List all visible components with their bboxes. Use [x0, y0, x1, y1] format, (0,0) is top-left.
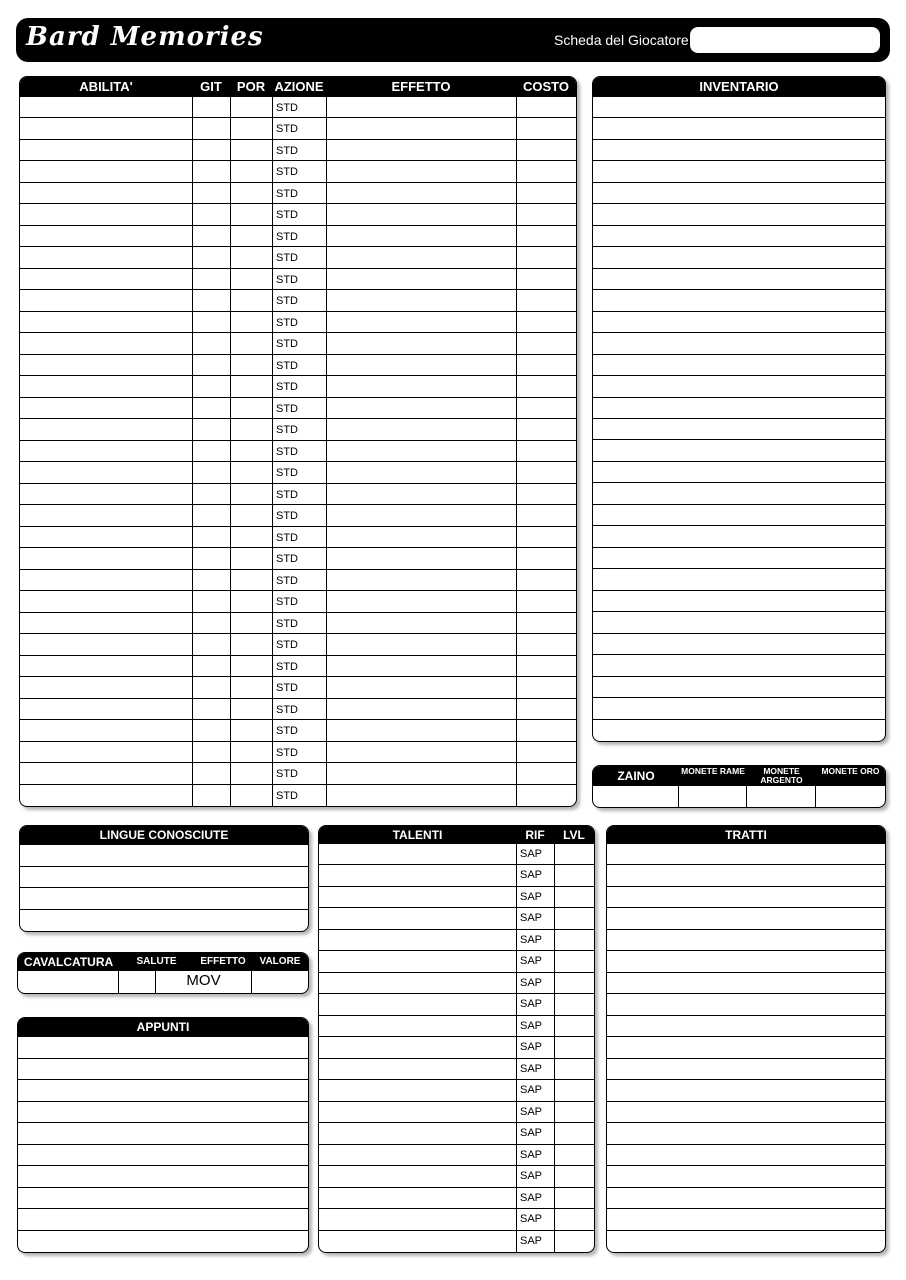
talent-ref-cell: SAP — [520, 933, 543, 946]
trait-row[interactable] — [607, 1145, 885, 1166]
mount-mov-label: MOV — [186, 972, 221, 989]
trait-row[interactable] — [607, 994, 885, 1015]
notes-row[interactable] — [18, 1209, 308, 1231]
inventory-row[interactable] — [593, 483, 885, 504]
inventory-row[interactable] — [593, 440, 885, 461]
abilities-rows — [20, 97, 576, 806]
action-type-cell: STD — [276, 209, 298, 222]
header-azione: AZIONE — [274, 79, 324, 94]
ability-row[interactable] — [20, 97, 576, 118]
abilities-header — [20, 77, 576, 97]
notes-header — [18, 1018, 308, 1037]
ability-row[interactable] — [20, 419, 576, 440]
talent-ref-cell: SAP — [520, 955, 543, 968]
inventory-row[interactable] — [593, 634, 885, 655]
trait-row[interactable] — [607, 887, 885, 908]
ability-row[interactable] — [20, 505, 576, 526]
column-divider — [272, 97, 273, 806]
language-row[interactable] — [20, 845, 308, 867]
talent-row[interactable] — [319, 951, 594, 972]
action-type-cell: STD — [276, 467, 298, 480]
abilities-panel — [19, 76, 577, 807]
talent-ref-cell: SAP — [520, 1191, 543, 1204]
talent-ref-cell: SAP — [520, 890, 543, 903]
ability-row[interactable] — [20, 527, 576, 548]
zaino-label: ZAINO — [617, 769, 655, 783]
talents-rows — [319, 844, 594, 1252]
inventory-row[interactable] — [593, 419, 885, 440]
ability-row[interactable] — [20, 204, 576, 225]
inventory-row[interactable] — [593, 183, 885, 204]
column-divider — [326, 97, 327, 806]
talent-row[interactable] — [319, 1080, 594, 1101]
inventory-row[interactable] — [593, 97, 885, 118]
ability-row[interactable] — [20, 656, 576, 677]
talent-row[interactable] — [319, 1231, 594, 1252]
ability-row[interactable] — [20, 118, 576, 139]
mount-header — [18, 953, 308, 971]
inventory-row[interactable] — [593, 161, 885, 182]
talent-ref-cell: SAP — [520, 912, 543, 925]
effect-label: EFFETTO — [200, 956, 246, 967]
health-label: SALUTE — [136, 956, 177, 967]
inventory-row[interactable] — [593, 140, 885, 161]
action-type-cell: STD — [276, 682, 298, 695]
zaino-field[interactable] — [593, 786, 678, 807]
ability-row[interactable] — [20, 720, 576, 741]
copper-coins-label: MONETE RAME — [681, 766, 745, 776]
inventory-row[interactable] — [593, 526, 885, 547]
ability-row[interactable] — [20, 570, 576, 591]
action-type-cell: STD — [276, 166, 298, 179]
action-type-cell: STD — [276, 510, 298, 523]
inventory-row[interactable] — [593, 226, 885, 247]
notes-row[interactable] — [18, 1102, 308, 1124]
trait-row[interactable] — [607, 1123, 885, 1144]
bard-memories-logo: Bard Memories — [26, 22, 264, 52]
action-type-cell: STD — [276, 316, 298, 329]
action-type-cell: STD — [276, 596, 298, 609]
trait-row[interactable] — [607, 1231, 885, 1252]
talent-row[interactable] — [319, 908, 594, 929]
traits-header — [607, 826, 885, 844]
trait-row[interactable] — [607, 1188, 885, 1209]
ability-row[interactable] — [20, 140, 576, 161]
trait-row[interactable] — [607, 951, 885, 972]
talent-row[interactable] — [319, 1037, 594, 1058]
ability-row[interactable] — [20, 785, 576, 806]
header-effetto: EFFETTO — [391, 79, 451, 94]
inventory-row[interactable] — [593, 376, 885, 397]
talent-ref-cell: SAP — [520, 869, 543, 882]
trait-row[interactable] — [607, 1080, 885, 1101]
notes-panel — [17, 1017, 309, 1253]
talent-ref-cell: SAP — [520, 998, 543, 1011]
header-talenti: TALENTI — [392, 828, 443, 842]
inventory-row[interactable] — [593, 505, 885, 526]
inventory-row[interactable] — [593, 655, 885, 676]
talents-header — [319, 826, 594, 844]
language-row[interactable] — [20, 888, 308, 910]
talent-ref-cell: SAP — [520, 1213, 543, 1226]
inventory-row[interactable] — [593, 269, 885, 290]
ability-row[interactable] — [20, 763, 576, 784]
purse-header — [593, 766, 885, 786]
inventory-row[interactable] — [593, 548, 885, 569]
languages-rows — [20, 845, 308, 931]
trait-row[interactable] — [607, 973, 885, 994]
ability-row[interactable] — [20, 226, 576, 247]
trait-row[interactable] — [607, 930, 885, 951]
talent-row[interactable] — [319, 1059, 594, 1080]
notes-row[interactable] — [18, 1059, 308, 1081]
notes-rows — [18, 1037, 308, 1252]
talent-row[interactable] — [319, 1123, 594, 1144]
action-type-cell: STD — [276, 102, 298, 114]
ability-row[interactable] — [20, 161, 576, 182]
player-name-field[interactable] — [690, 27, 880, 53]
inventory-row[interactable] — [593, 118, 885, 139]
action-type-cell: STD — [276, 381, 298, 394]
column-divider — [516, 844, 517, 1252]
header-lvl: LVL — [563, 828, 585, 842]
ability-row[interactable] — [20, 376, 576, 397]
ability-row[interactable] — [20, 613, 576, 634]
mount-title: CAVALCATURA — [23, 955, 114, 969]
trait-row[interactable] — [607, 865, 885, 886]
action-type-cell: STD — [276, 746, 298, 759]
ability-row[interactable] — [20, 333, 576, 354]
inventory-row[interactable] — [593, 462, 885, 483]
ability-row[interactable] — [20, 484, 576, 505]
ability-row[interactable] — [20, 398, 576, 419]
ability-row[interactable] — [20, 742, 576, 763]
ability-row[interactable] — [20, 441, 576, 462]
inventory-row[interactable] — [593, 569, 885, 590]
action-type-cell: STD — [276, 703, 298, 716]
action-type-cell: STD — [276, 617, 298, 630]
header-por: POR — [236, 79, 266, 94]
gold-coins-label: MONETE ORO — [821, 766, 880, 776]
talent-ref-cell: SAP — [520, 1062, 543, 1075]
action-type-cell: STD — [276, 252, 298, 265]
action-type-cell: STD — [276, 725, 298, 738]
talent-row[interactable] — [319, 1209, 594, 1230]
ability-row[interactable] — [20, 462, 576, 483]
talents-panel — [318, 825, 595, 1253]
copper-coins-field[interactable] — [679, 786, 746, 807]
languages-panel — [19, 825, 309, 932]
action-type-cell: STD — [276, 789, 298, 802]
talent-row[interactable] — [319, 930, 594, 951]
notes-row[interactable] — [18, 1188, 308, 1210]
inventory-row[interactable] — [593, 312, 885, 333]
ability-row[interactable] — [20, 290, 576, 311]
trait-row[interactable] — [607, 1037, 885, 1058]
action-type-cell: STD — [276, 295, 298, 308]
inventory-row[interactable] — [593, 247, 885, 268]
inventory-panel — [592, 76, 886, 742]
action-type-cell: STD — [276, 768, 298, 781]
ability-row[interactable] — [20, 677, 576, 698]
talent-ref-cell: SAP — [520, 1234, 543, 1247]
action-type-cell: STD — [276, 639, 298, 652]
talent-row[interactable] — [319, 865, 594, 886]
action-type-cell: STD — [276, 660, 298, 673]
inventory-title: INVENTARIO — [699, 79, 779, 94]
action-type-cell: STD — [276, 187, 298, 200]
player-label: Scheda del Giocatore — [554, 32, 689, 48]
silver-coins-field[interactable] — [747, 786, 815, 807]
ability-row[interactable] — [20, 548, 576, 569]
mount-panel — [17, 952, 309, 994]
talent-row[interactable] — [319, 1145, 594, 1166]
ability-row[interactable] — [20, 183, 576, 204]
inventory-row[interactable] — [593, 290, 885, 311]
action-type-cell: STD — [276, 359, 298, 372]
inventory-row[interactable] — [593, 612, 885, 633]
talent-ref-cell: SAP — [520, 848, 543, 860]
inventory-row[interactable] — [593, 333, 885, 354]
trait-row[interactable] — [607, 844, 885, 865]
talent-ref-cell: SAP — [520, 1127, 543, 1140]
inventory-row[interactable] — [593, 204, 885, 225]
action-type-cell: STD — [276, 230, 298, 243]
talent-row[interactable] — [319, 887, 594, 908]
talent-ref-cell: SAP — [520, 1084, 543, 1097]
talent-row[interactable] — [319, 1166, 594, 1187]
notes-row[interactable] — [18, 1145, 308, 1167]
inventory-row[interactable] — [593, 355, 885, 376]
inventory-row[interactable] — [593, 398, 885, 419]
talent-ref-cell: SAP — [520, 1148, 543, 1161]
ability-row[interactable] — [20, 591, 576, 612]
action-type-cell: STD — [276, 574, 298, 587]
trait-row[interactable] — [607, 1016, 885, 1037]
header-git: GIT — [200, 79, 222, 94]
notes-row[interactable] — [18, 1123, 308, 1145]
languages-title: LINGUE CONOSCIUTE — [99, 828, 229, 842]
trait-row[interactable] — [607, 1166, 885, 1187]
notes-row[interactable] — [18, 1231, 308, 1253]
action-type-cell: STD — [276, 488, 298, 501]
notes-row[interactable] — [18, 1166, 308, 1188]
action-type-cell: STD — [276, 531, 298, 544]
languages-header — [20, 826, 308, 845]
talent-row[interactable] — [319, 994, 594, 1015]
talent-ref-cell: SAP — [520, 976, 543, 989]
mount-value-field[interactable] — [252, 971, 308, 993]
ability-row[interactable] — [20, 247, 576, 268]
mount-health-field[interactable] — [119, 971, 155, 993]
talent-row[interactable] — [319, 1188, 594, 1209]
talent-ref-cell: SAP — [520, 1041, 543, 1054]
ability-row[interactable] — [20, 269, 576, 290]
header-costo: COSTO — [523, 79, 569, 94]
column-divider — [554, 844, 555, 1252]
talent-row[interactable] — [319, 844, 594, 865]
action-type-cell: STD — [276, 144, 298, 157]
inventory-row[interactable] — [593, 720, 885, 741]
action-type-cell: STD — [276, 424, 298, 437]
notes-row[interactable] — [18, 1080, 308, 1102]
talent-row[interactable] — [319, 1016, 594, 1037]
action-type-cell: STD — [276, 402, 298, 415]
mount-name-field[interactable] — [18, 971, 118, 993]
ability-row[interactable] — [20, 355, 576, 376]
traits-panel — [606, 825, 886, 1253]
action-type-cell: STD — [276, 123, 298, 136]
inventory-row[interactable] — [593, 591, 885, 612]
trait-row[interactable] — [607, 908, 885, 929]
ability-row[interactable] — [20, 312, 576, 333]
header-rif: RIF — [525, 828, 545, 842]
purse-panel — [592, 765, 886, 808]
action-type-cell: STD — [276, 553, 298, 566]
column-divider — [516, 97, 517, 806]
inventory-header — [593, 77, 885, 97]
talent-row[interactable] — [319, 973, 594, 994]
column-divider — [192, 97, 193, 806]
trait-row[interactable] — [607, 1209, 885, 1230]
gold-coins-field[interactable] — [816, 786, 885, 807]
ability-row[interactable] — [20, 634, 576, 655]
ability-row[interactable] — [20, 699, 576, 720]
inventory-row[interactable] — [593, 698, 885, 719]
action-type-cell: STD — [276, 445, 298, 458]
column-divider — [230, 97, 231, 806]
language-row[interactable] — [20, 867, 308, 889]
trait-row[interactable] — [607, 1059, 885, 1080]
language-row[interactable] — [20, 910, 308, 932]
inventory-rows — [593, 97, 885, 741]
notes-row[interactable] — [18, 1037, 308, 1059]
traits-title: TRATTI — [725, 828, 767, 842]
inventory-row[interactable] — [593, 677, 885, 698]
trait-row[interactable] — [607, 1102, 885, 1123]
header-abilita: ABILITA' — [79, 79, 133, 94]
value-label: VALORE — [259, 956, 301, 967]
action-type-cell: STD — [276, 273, 298, 286]
traits-rows — [607, 844, 885, 1252]
talent-ref-cell: SAP — [520, 1170, 543, 1183]
talent-ref-cell: SAP — [520, 1105, 543, 1118]
talent-row[interactable] — [319, 1102, 594, 1123]
talent-ref-cell: SAP — [520, 1019, 543, 1032]
notes-title: APPUNTI — [136, 1020, 190, 1034]
silver-coins-label: MONETE ARGENTO — [760, 766, 803, 785]
header-bar — [16, 18, 890, 62]
action-type-cell: STD — [276, 338, 298, 351]
